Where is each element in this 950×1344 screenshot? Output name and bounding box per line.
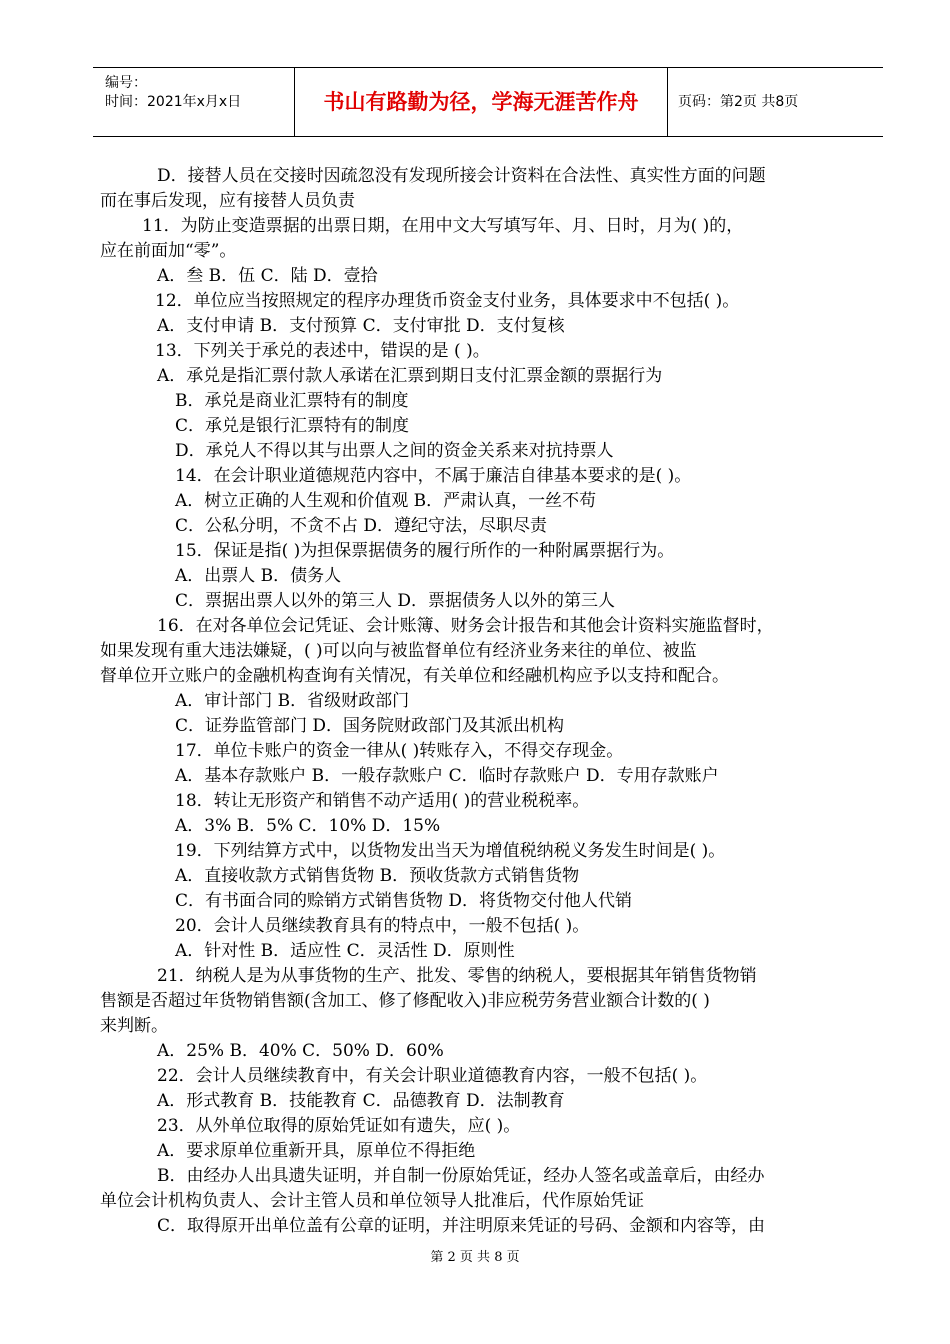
text-line: A．承兑是指汇票付款人承诺在汇票到期日支付汇票金额的票据行为: [157, 366, 663, 386]
text-line: 20．会计人员继续教育具有的特点中，一般不包括( )。: [175, 916, 590, 936]
text-line: A．25% B．40% C．50% D．60%: [157, 1041, 444, 1061]
text-line: B．承兑是商业汇票特有的制度: [175, 391, 409, 411]
page-footer: 第 2 页 共 8 页: [430, 1250, 520, 1265]
text-line: 21．纳税人是为从事货物的生产、批发、零售的纳税人，要根据其年销售货物销: [157, 966, 757, 986]
text-line: B．由经办人出具遗失证明，并自制一份原始凭证，经办人签名或盖章后，由经办: [157, 1166, 765, 1186]
text-line: D．承兑人不得以其与出票人之间的资金关系来对抗持票人: [175, 441, 614, 461]
page-header: [93, 67, 883, 137]
text-line: A．支付申请 B．支付预算 C．支付审批 D．支付复核: [157, 316, 565, 336]
text-line: C．票据出票人以外的第三人 D．票据债务人以外的第三人: [175, 591, 616, 611]
text-line: A．针对性 B．适应性 C．灵活性 D．原则性: [175, 941, 515, 961]
text-line: 督单位开立账户的金融机构查询有关情况，有关单位和经融机构应予以支持和配合。: [100, 666, 729, 686]
text-line: A．出票人 B．债务人: [175, 566, 342, 586]
text-line: C．承兑是银行汇票特有的制度: [175, 416, 410, 436]
text-line: D．接替人员在交接时因疏忽没有发现所接会计资料在合法性、真实性方面的问题: [157, 166, 766, 186]
header-motto: 书山有路勤为径，学海无涯苦作舟: [295, 68, 668, 136]
text-line: 16．在对各单位会记凭证、会计账簿、财务会计报告和其他会计资料实施监督时，: [157, 616, 774, 636]
text-line: 14．在会计职业道德规范内容中，不属于廉洁自律基本要求的是( )。: [175, 466, 692, 486]
time-label: 时间：2021年x月x日: [105, 94, 242, 110]
text-line: 应在前面加“零”。: [100, 241, 237, 261]
text-line: C．有书面合同的赊销方式销售货物 D．将货物交付他人代销: [175, 891, 633, 911]
text-line: A．叁 B．伍 C．陆 D．壹拾: [157, 266, 378, 286]
text-line: 13．下列关于承兑的表述中，错误的是 ( )。: [155, 341, 490, 361]
text-line: A．直接收款方式销售货物 B．预收货款方式销售货物: [175, 866, 580, 886]
text-line: 12．单位应当按照规定的程序办理货币资金支付业务，具体要求中不包括( )。: [155, 291, 740, 311]
text-line: 22．会计人员继续教育中，有关会计职业道德教育内容，一般不包括( )。: [157, 1066, 708, 1086]
text-line: A．形式教育 B．技能教育 C．品德教育 D．法制教育: [157, 1091, 565, 1111]
text-line: 如果发现有重大违法嫌疑，( )可以向与被监督单位有经济业务来往的单位、被监: [100, 641, 697, 661]
text-line: 售额是否超过年货物销售额(含加工、修了修配收入)非应税劳务营业额合计数的( ): [100, 991, 710, 1011]
text-line: 15．保证是指( )为担保票据债务的履行所作的一种附属票据行为。: [175, 541, 675, 561]
text-line: 17．单位卡账户的资金一律从( )转账存入，不得交存现金。: [175, 741, 624, 761]
text-line: 11．为防止变造票据的出票日期，在用中文大写填写年、月、日时，月为( )的，: [142, 216, 744, 236]
text-line: 单位会计机构负责人、会计主管人员和单位领导人批准后，代作原始凭证: [100, 1191, 644, 1211]
number-label: 编号：: [105, 75, 147, 91]
header-meta: [93, 68, 295, 136]
text-line: 19．下列结算方式中，以货物发出当天为增值税纳税义务发生时间是( )。: [175, 841, 726, 861]
text-line: 18．转让无形资产和销售不动产适用( )的营业税税率。: [175, 791, 590, 811]
text-line: C．证券监管部门 D．国务院财政部门及其派出机构: [175, 716, 565, 736]
text-line: A．审计部门 B．省级财政部门: [175, 691, 410, 711]
text-line: A．树立正确的人生观和价值观 B．严肃认真，一丝不苟: [175, 491, 597, 511]
text-line: 来判断。: [100, 1016, 168, 1036]
text-line: C．取得原开出单位盖有公章的证明，并注明原来凭证的号码、金额和内容等，由: [157, 1216, 766, 1236]
page-indicator: 页码：第2页 共8页: [678, 94, 799, 110]
text-line: A．3% B．5% C．10% D．15%: [175, 816, 441, 836]
text-line: 23．从外单位取得的原始凭证如有遗失，应( )。: [157, 1116, 521, 1136]
text-line: A．基本存款账户 B．一般存款账户 C．临时存款账户 D．专用存款账户: [175, 766, 719, 786]
text-line: 而在事后发现，应有接替人员负责: [100, 191, 355, 211]
text-line: A．要求原单位重新开具，原单位不得拒绝: [157, 1141, 476, 1161]
text-line: C．公私分明，不贪不占 D．遵纪守法，尽职尽责: [175, 516, 548, 536]
